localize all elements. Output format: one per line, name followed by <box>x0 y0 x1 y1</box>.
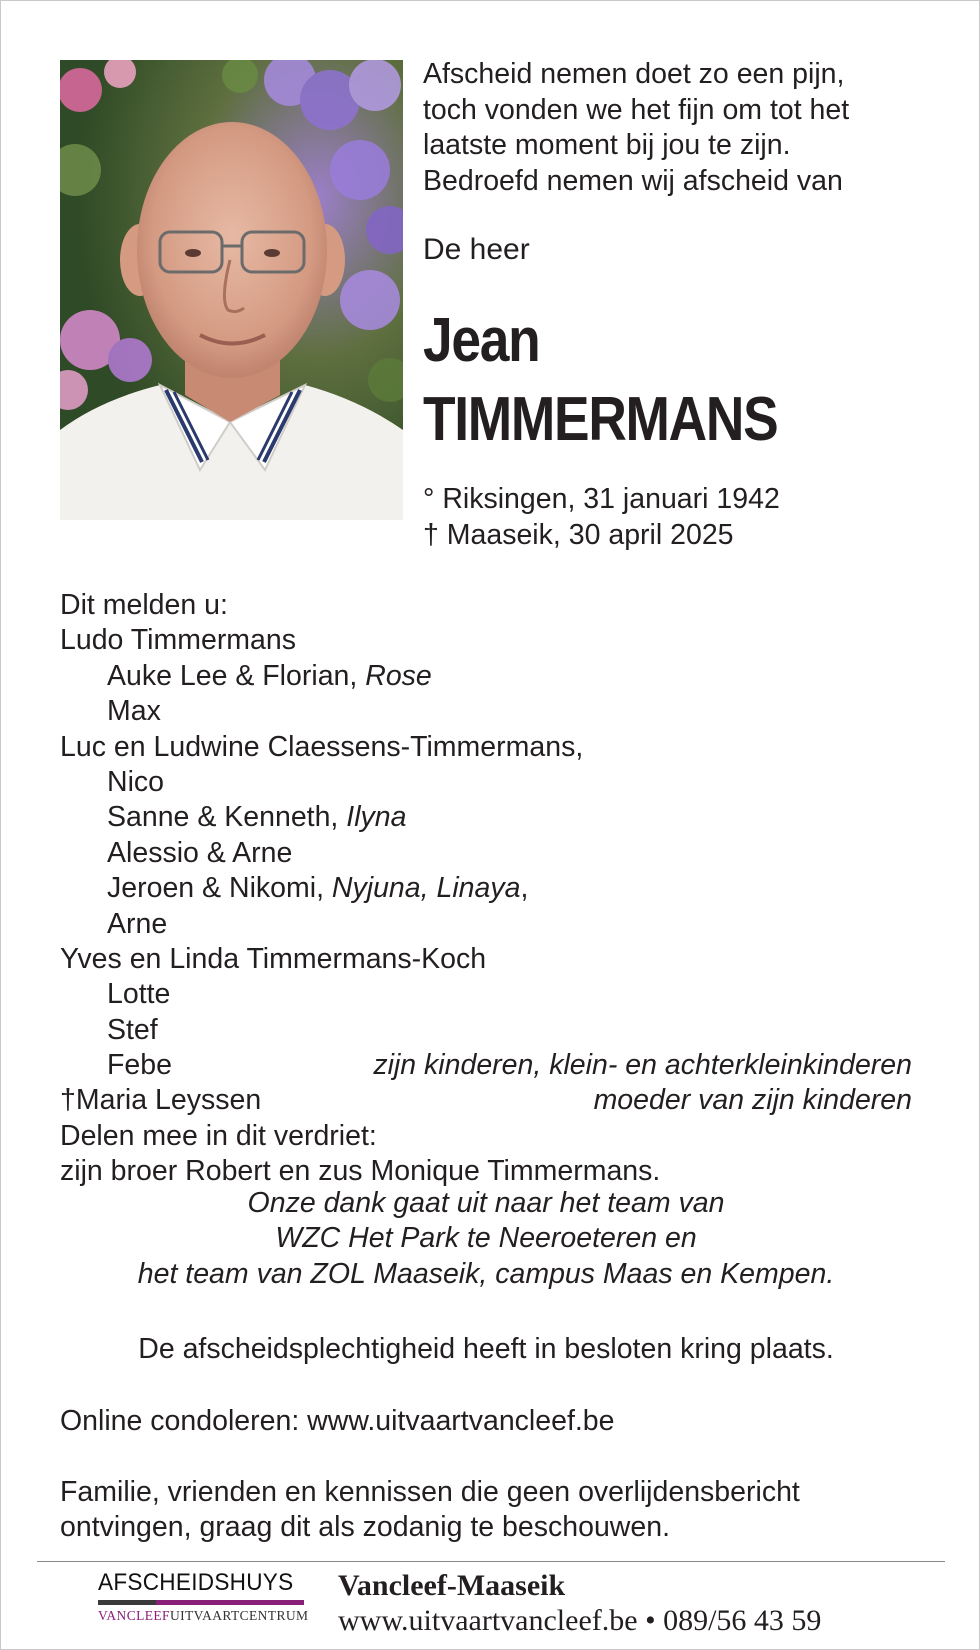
family-line: Lotte <box>107 978 171 1011</box>
portrait-illustration <box>60 60 403 520</box>
family-line: Arne <box>107 907 168 940</box>
deceased-name <box>423 301 777 459</box>
honorific: De heer <box>423 233 530 266</box>
logo-title: AFSCHEIDSHUYS <box>98 1569 294 1596</box>
intro-line: Bedroefd nemen wij afscheid van <box>423 164 843 197</box>
family-line <box>60 1083 912 1118</box>
birth-date: ° Riksingen, 31 januari 1942 <box>423 483 780 515</box>
note-line: ontvingen, graag dit als zodanig te beschouwen. <box>60 1511 671 1544</box>
funeral-home-name: Vancleef-Maaseik <box>338 1569 566 1602</box>
note-line: Familie, vrienden en kennissen die geen overlijdensbericht <box>60 1476 800 1508</box>
family-text-italic: Ilyna <box>346 801 407 834</box>
family-text: Jeroen & Nikomi, <box>107 872 332 905</box>
intro-verse <box>423 57 943 199</box>
family-text-italic: Nyjuna, Linaya <box>331 872 521 905</box>
family-line: Max <box>107 695 161 728</box>
family-lead: Dit melden u: <box>60 589 228 621</box>
family-line: Luc en Ludwine Claessens-Timmermans, <box>60 730 584 763</box>
family-line <box>60 871 912 906</box>
logo-bar-dark <box>98 1600 156 1605</box>
logo-sub-left: VANCLEEF <box>98 1608 170 1623</box>
footer-phone[interactable]: 089/56 43 59 <box>663 1604 822 1637</box>
funeral-home-contact <box>338 1604 821 1638</box>
family-line: Yves en Linda Timmermans-Koch <box>60 942 487 975</box>
family-text: †Maria Leyssen <box>60 1084 262 1117</box>
ceremony-notice: De afscheidsplechtigheid heeft in besloten kring plaats. <box>138 1333 834 1365</box>
family-text: Auke Lee & Florian, <box>107 659 366 692</box>
family-line: Ludo Timmermans <box>60 624 297 657</box>
portrait-photo <box>60 60 403 520</box>
thanks-line: WZC Het Park te Neeroeteren en <box>275 1222 697 1255</box>
life-dates <box>423 482 780 553</box>
intro-line: toch vonden we het fijn om tot het <box>423 93 850 126</box>
online-condolence[interactable]: Online condoleren: www.uitvaartvancleef.be <box>60 1405 615 1437</box>
family-line: Alessio & Arne <box>107 836 293 869</box>
intro-line: laatste moment bij jou te zijn. <box>423 129 791 161</box>
family-text: , <box>520 872 529 905</box>
family-list <box>60 588 912 1190</box>
family-line <box>60 800 912 835</box>
family-text: Febe <box>107 1049 172 1082</box>
notice-footnote <box>60 1475 800 1546</box>
footer-website[interactable]: www.uitvaartvancleef.be <box>338 1604 638 1637</box>
logo-subtitle <box>98 1608 309 1624</box>
logo-bar-purple <box>156 1600 304 1605</box>
relation-label: moeder van zijn kinderen <box>593 1084 912 1117</box>
family-line <box>60 1048 912 1083</box>
logo-sub-right: UITVAARTCENTRUM <box>169 1608 309 1623</box>
family-line <box>60 659 912 694</box>
family-text-italic: Rose <box>365 659 432 692</box>
thanks-block <box>60 1186 912 1292</box>
thanks-line: het team van ZOL Maaseik, campus Maas en Kempen. <box>137 1257 835 1290</box>
thanks-line: Onze dank gaat uit naar het team van <box>247 1187 725 1219</box>
family-line: zijn broer Robert en zus Monique Timmermans. <box>60 1155 661 1188</box>
funeral-home-logo <box>98 1569 308 1641</box>
logo-bar <box>98 1600 304 1605</box>
footer-divider <box>37 1561 945 1562</box>
family-line: Nico <box>107 765 165 798</box>
relation-label: zijn kinderen, klein- en achterkleinkinderen <box>373 1049 912 1082</box>
share-lead: Delen mee in dit verdriet: <box>60 1119 377 1152</box>
family-line: Stef <box>107 1013 158 1046</box>
footer-bullet: • <box>645 1604 656 1637</box>
intro-line: Afscheid nemen doet zo een pijn, <box>423 58 845 90</box>
family-text: Sanne & Kenneth, <box>107 801 347 834</box>
last-name: TIMMERMANS <box>423 385 778 454</box>
death-date: † Maaseik, 30 april 2025 <box>423 518 734 551</box>
first-name: Jean <box>423 306 540 375</box>
